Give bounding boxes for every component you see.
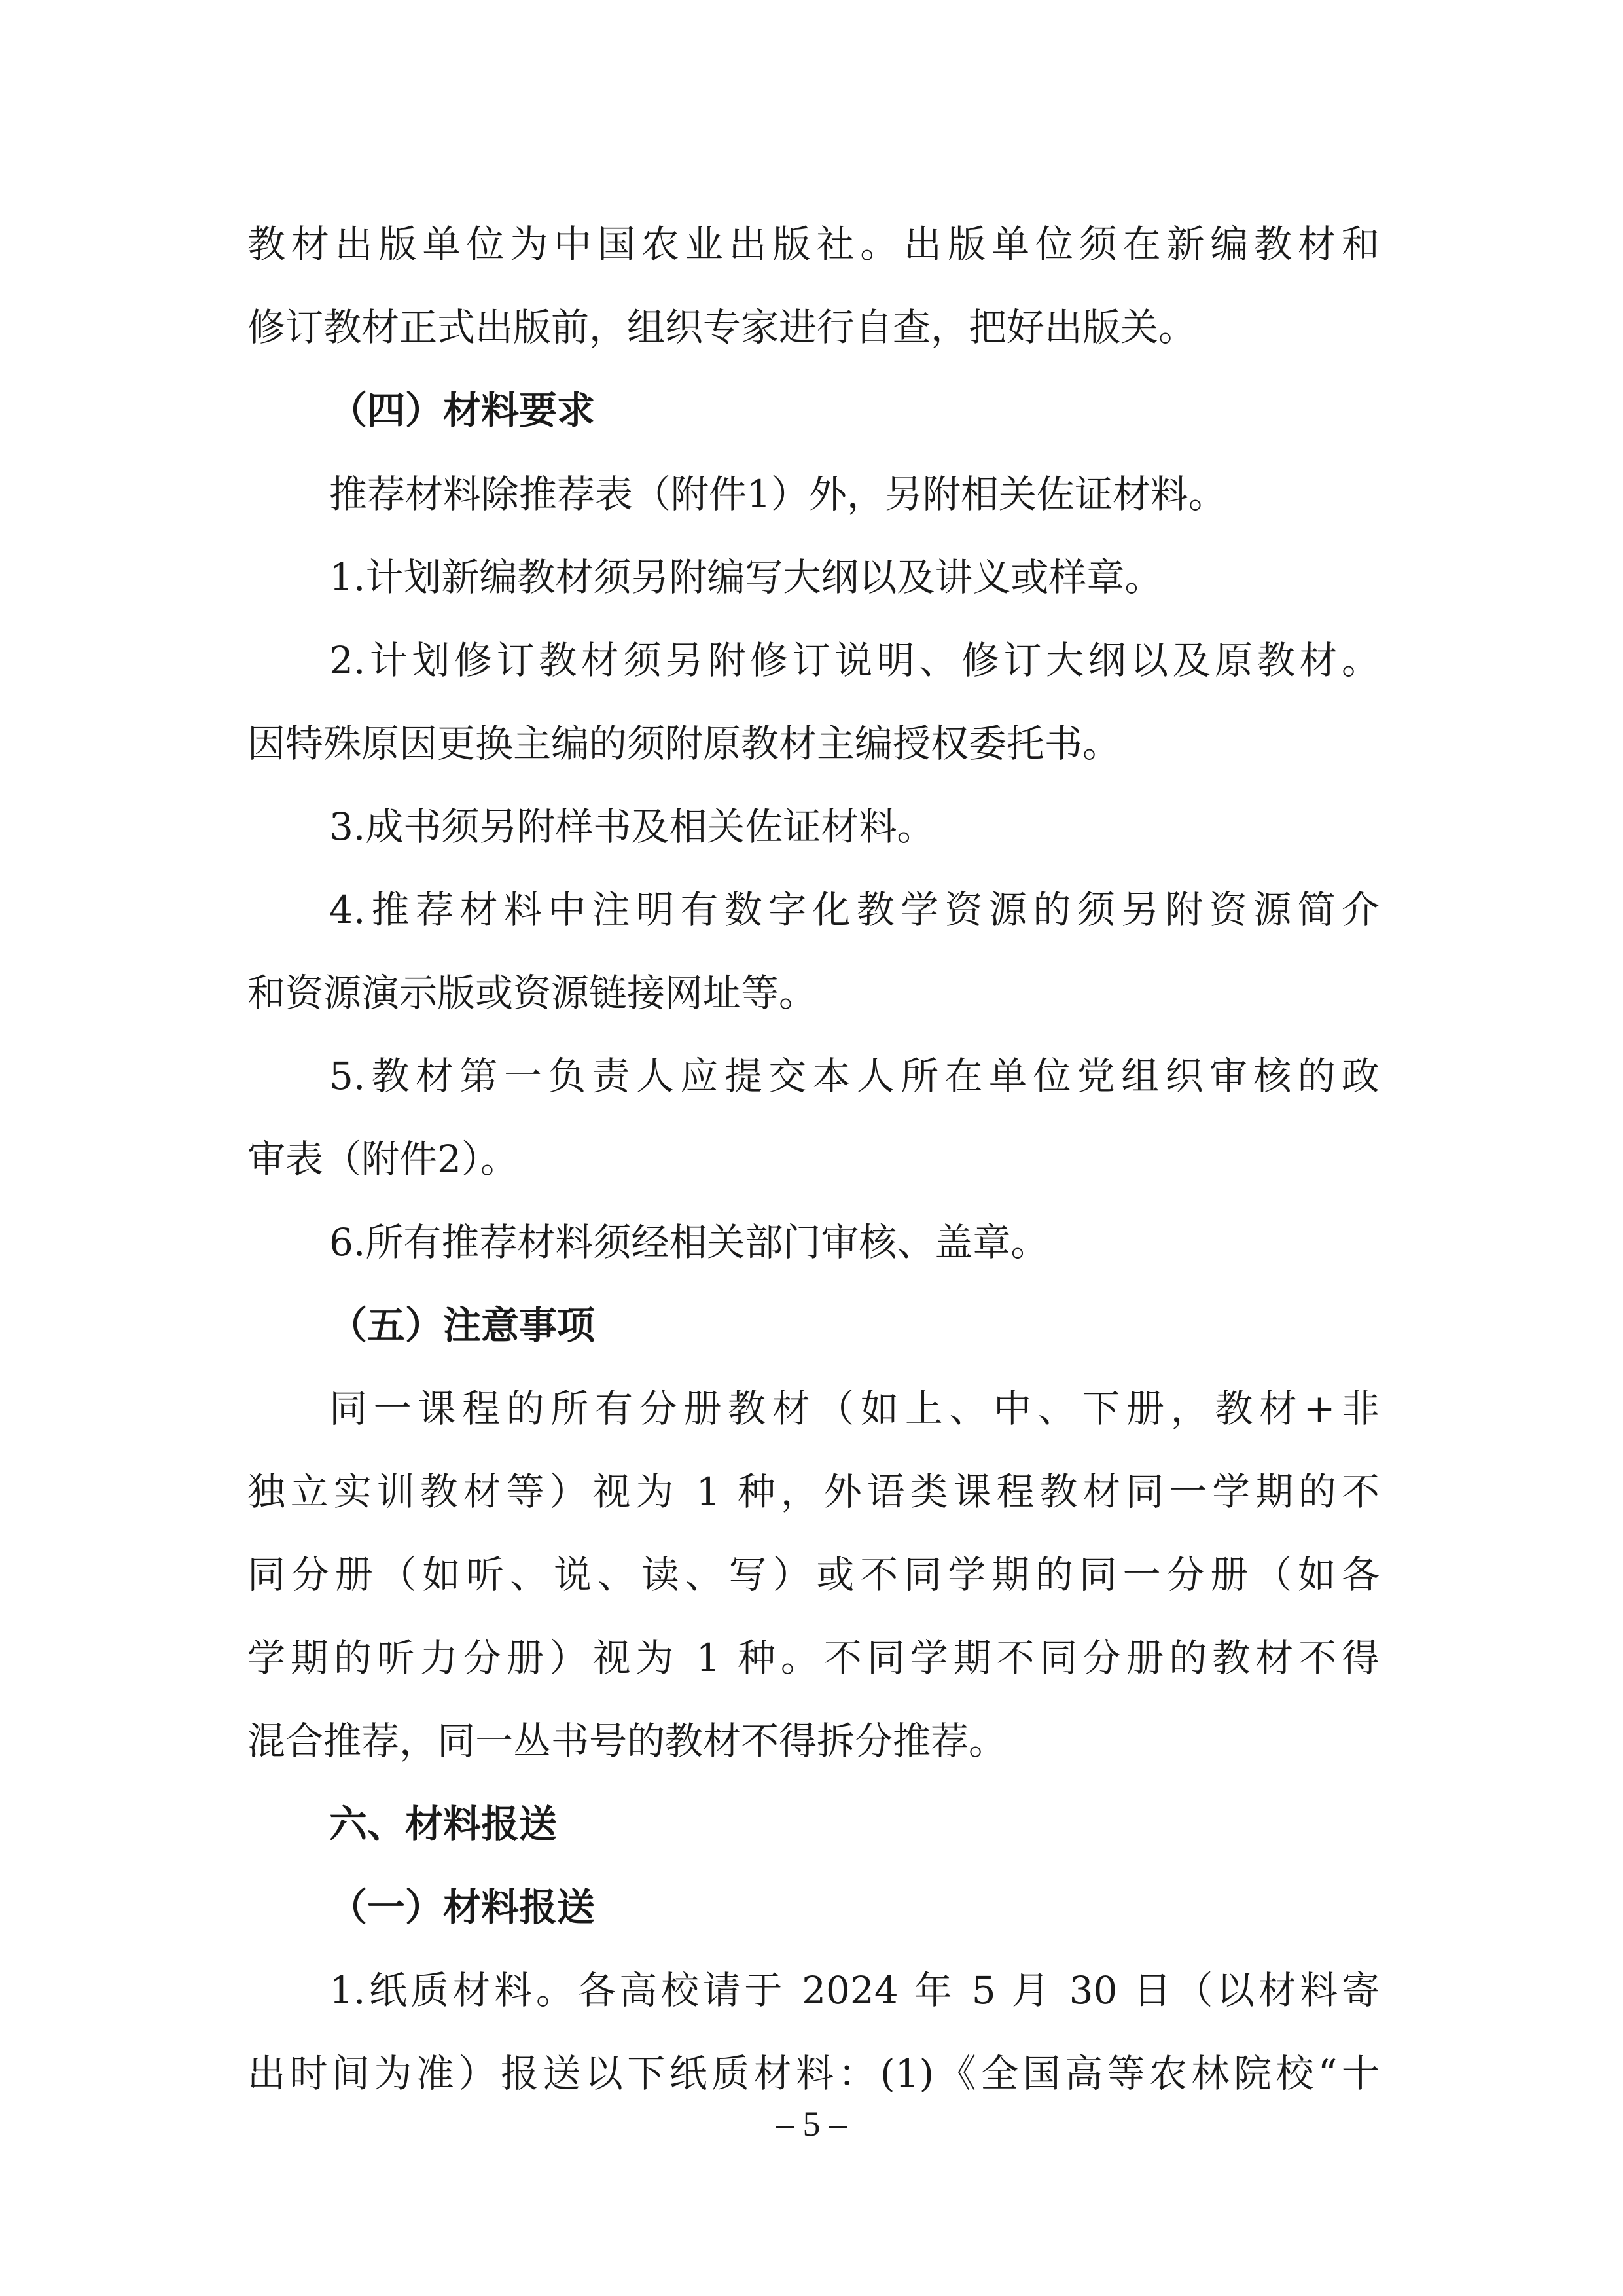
page-number: – 5 – xyxy=(776,2104,847,2144)
list-item: 5.教材第一负责人应提交本人所在单位党组织审核的政 xyxy=(329,1054,1380,1098)
section-heading: （四）材料要求 xyxy=(329,388,596,433)
list-item: 6.所有推荐材料须经相关部门审核、盖章。 xyxy=(329,1220,1049,1265)
paragraph-line: 因特殊原因更换主编的须附原教材主编授权委托书。 xyxy=(247,721,1121,766)
paragraph-line: 同一课程的所有分册教材（如上、中、下册，教材+非 xyxy=(329,1386,1380,1431)
paragraph-line: 修订教材正式出版前，组织专家进行自查，把好出版关。 xyxy=(247,305,1197,350)
paragraph-line: 教材出版单位为中国农业出版社。出版单位须在新编教材和 xyxy=(247,222,1380,266)
paragraph-line: 学期的听力分册）视为 1 种。不同学期不同分册的教材不得 xyxy=(247,1636,1380,1680)
paragraph-line: 和资源演示版或资源链接网址等。 xyxy=(247,971,817,1015)
paragraph-line: 出时间为准）报送以下纸质材料：(1)《全国高等农林院校“十 xyxy=(247,2051,1380,2096)
section-heading: （五）注意事项 xyxy=(329,1303,596,1348)
paragraph-line: 独立实训教材等）视为 1 种，外语类课程教材同一学期的不 xyxy=(247,1469,1380,1514)
paragraph-line: 混合推荐，同一丛书号的教材不得拆分推荐。 xyxy=(247,1719,1007,1763)
paragraph-line: 同分册（如听、说、读、写）或不同学期的同一分册（如各 xyxy=(247,1552,1380,1597)
list-item: 1.纸质材料。各高校请于 2024 年 5 月 30 日（以材料寄 xyxy=(329,1968,1380,2013)
section-heading: （一）材料报送 xyxy=(329,1885,596,1929)
list-item: 1.计划新编教材须另附编写大纲以及讲义或样章。 xyxy=(329,555,1163,600)
list-item: 4.推荐材料中注明有数字化教学资源的须另附资源简介 xyxy=(329,888,1380,932)
list-item: 2.计划修订教材须另附修订说明、修订大纲以及原教材。 xyxy=(329,638,1380,683)
chapter-heading: 六、材料报送 xyxy=(329,1802,558,1846)
paragraph-line: 审表（附件2）。 xyxy=(247,1137,518,1181)
paragraph-line: 推荐材料除推荐表（附件1）外，另附相关佐证材料。 xyxy=(329,472,1226,516)
list-item: 3.成书须另附样书及相关佐证材料。 xyxy=(329,804,935,849)
